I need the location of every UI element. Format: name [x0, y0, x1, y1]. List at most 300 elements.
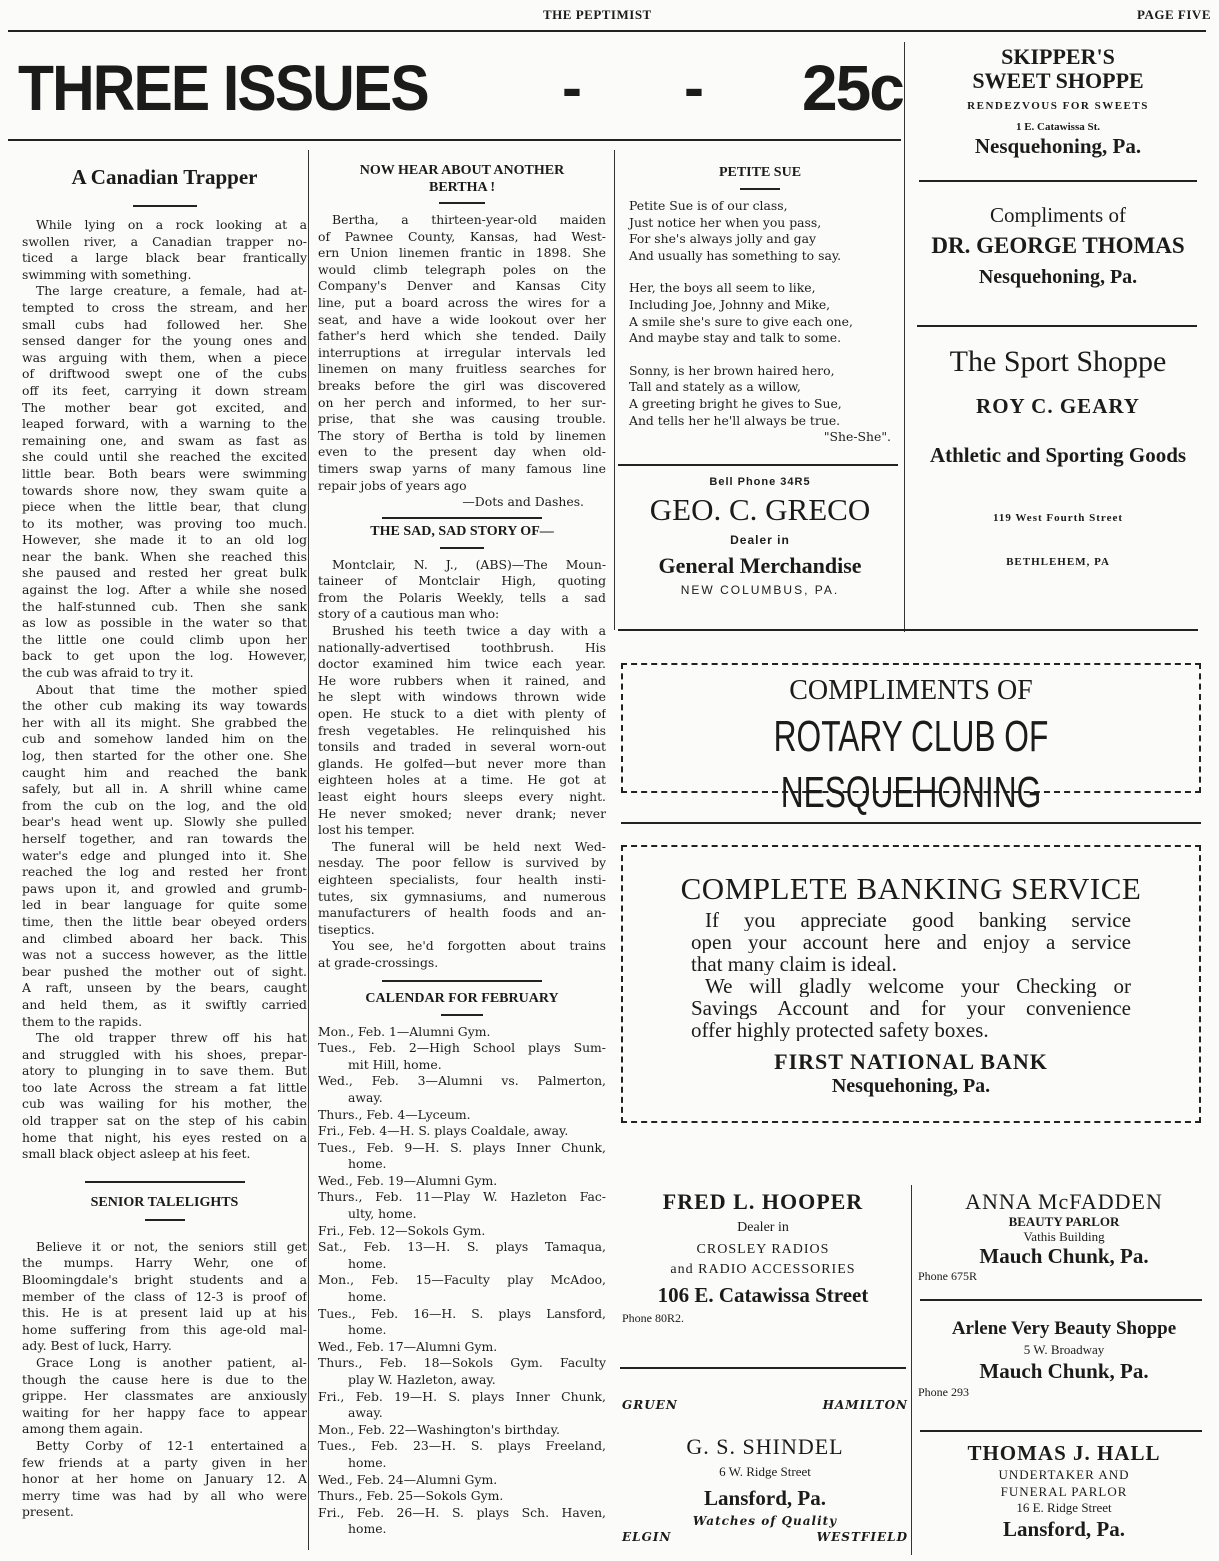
text-line: near the bank. When she reached this: [22, 548, 307, 564]
ad-address: 16 E. Ridge Street: [1016, 1500, 1112, 1515]
banner-dash: -: [562, 54, 582, 121]
text-line: offer highly protected safety boxes.: [691, 1019, 989, 1041]
ad-place: NEW COLUMBUS, PA.: [680, 583, 840, 597]
text-line: honor at her home on January 12. A: [22, 1471, 307, 1487]
ad-name: THOMAS J. HALL: [967, 1441, 1161, 1465]
text-line: old trapper sat on the step of his cabin: [22, 1113, 307, 1129]
text-line: Savings Account and for your convenience: [691, 997, 1131, 1019]
text-line: line, put a board across the wires for a: [318, 294, 606, 310]
text-line: towards shore now, they swam quite a: [22, 482, 307, 498]
ad-phone: Bell Phone 34R5: [709, 476, 811, 488]
text-line: He never smoked; never drank; never: [318, 805, 606, 821]
text-line: linemen on many fruitless searches for: [318, 361, 606, 377]
poem-line: A greeting bright he gives to Sue,: [629, 395, 842, 411]
poem-line: Her, the boys all seem to like,: [629, 280, 816, 296]
banner-price: 25c: [802, 52, 903, 124]
ad-arlene: [914, 1316, 1214, 1400]
ad-line: UNDERTAKER AND: [998, 1467, 1130, 1482]
title-separator: [133, 205, 197, 207]
text-line: Brushed his teeth twice a day with a: [332, 623, 606, 639]
calendar-line: home.: [348, 1255, 387, 1271]
section-separator: [382, 980, 542, 982]
ad-rule: [917, 325, 1197, 327]
text-line: tiseptics.: [318, 921, 375, 937]
ad-rule: [621, 822, 1201, 824]
ad-brand: GRUEN: [622, 1398, 678, 1412]
ad-hooper: [618, 1188, 908, 1326]
text-line: remaining one, and swam as fast as: [22, 432, 307, 448]
calendar-entry: [318, 1438, 606, 1471]
column-rule: [904, 42, 905, 632]
text-line: story of a cautious man who:: [318, 606, 500, 622]
ad-line: CROSLEY RADIOS: [696, 1242, 830, 1257]
calendar-entry: [318, 1505, 606, 1538]
text-line: bear pushed the mother out of sight.: [22, 963, 307, 979]
ad-name: The Sport Shoppe: [949, 345, 1167, 378]
title-line: BERTHA !: [428, 180, 496, 195]
ad-bank: [621, 845, 1201, 1123]
calendar-line: Tues., Feb. 9—H. S. plays Inner Chunk,: [318, 1139, 606, 1155]
text-line: sensed danger for the young ones and: [22, 333, 307, 349]
article-title: A Canadian Trapper: [71, 165, 258, 189]
text-line: piece when the little bear, that clung: [22, 499, 307, 515]
calendar-line: Wed., Feb. 19—Alumni Gym.: [318, 1172, 498, 1188]
text-line: Grace Long is another patient, al-: [36, 1355, 307, 1370]
ad-owner: ROY C. GEARY: [976, 394, 1140, 418]
text-line: little bear. Both bears were swimming: [22, 465, 307, 481]
calendar-line: away.: [348, 1089, 383, 1105]
text-line: swollen river, a Canadian trapper no-: [22, 233, 307, 249]
calendar-line: home.: [348, 1521, 387, 1537]
ad-town: Mauch Chunk, Pa.: [979, 1359, 1149, 1383]
ad-name: FIRST NATIONAL BANK: [774, 1049, 1048, 1074]
calendar-line: Tues., Feb. 16—H. S. plays Lansford,: [318, 1305, 606, 1321]
text-line: water's edge and plunged into it. She: [22, 847, 307, 863]
poem-line: And usually has something to say.: [629, 247, 842, 263]
ad-rule: [618, 629, 1198, 631]
calendar-line: Fri., Feb. 26—H. S. plays Sch. Haven,: [318, 1504, 606, 1520]
text-line: ticed a large black bear frantically: [22, 250, 307, 266]
ad-rule: [620, 1367, 906, 1369]
ad-rotary: [621, 663, 1201, 817]
calendar-entry: [318, 1272, 606, 1305]
text-line: The mother bear got excited, and: [22, 399, 307, 415]
poem-line: And tells her he'll always be true.: [629, 412, 841, 428]
text-line: least eight hours sleeps every night.: [318, 789, 606, 804]
text-line: nationally-advertised toothbrush. His: [318, 639, 606, 655]
column-rule: [911, 1185, 912, 1555]
ad-address: 119 West Fourth Street: [992, 512, 1124, 524]
article-title: [318, 162, 606, 196]
text-line: on her perch and informed, to her sur-: [318, 394, 606, 410]
text-line: merry time was had by all who were: [22, 1487, 307, 1503]
column-rule: [614, 150, 615, 630]
poem-line: Petite Sue is of our class,: [629, 198, 788, 213]
ad-mcfadden: [914, 1190, 1214, 1284]
calendar-line: Thurs., Feb. 18—Sokols Gym. Faculty: [318, 1355, 606, 1371]
text-line: among them again.: [22, 1421, 144, 1437]
calendar-line: Thurs., Feb. 4—Lyceum.: [318, 1106, 471, 1122]
text-line: that many claim is ideal.: [691, 953, 897, 975]
text-line: the other cub making its way towards: [22, 698, 307, 714]
ad-town: Nesquehoning, Pa.: [978, 266, 1138, 288]
text-line: eighteen holes at a time. He got at: [318, 772, 606, 788]
ad-name: FRED L. HOOPER: [662, 1189, 864, 1214]
calendar-line: mit Hill, home.: [348, 1056, 442, 1072]
text-line: time, then the little bear obeyed orders: [22, 913, 307, 929]
article-title: THE SAD, SAD STORY OF—: [370, 523, 554, 539]
ad-rule: [920, 1299, 1202, 1301]
text-line: to its mother, was proving too much.: [22, 515, 307, 531]
text-line: Montclair, N. J., (ABS)—The Moun-: [332, 556, 606, 572]
calendar-line: Wed., Feb. 3—Alumni vs. Palmerton,: [318, 1073, 606, 1089]
text-line: The funeral will be held next Wed-: [332, 838, 606, 854]
text-line: tempted to cross the stream, and her: [22, 299, 307, 315]
text-line: home suffering from this age-old mal-: [22, 1321, 307, 1337]
calendar-line: ulty, home.: [348, 1206, 417, 1222]
ad-town: BETHLEHEM, PA: [1006, 556, 1110, 568]
ad-phone: Phone 293: [918, 1385, 969, 1399]
ad-rule: [920, 1430, 1202, 1432]
text-line: at grade-crossings.: [318, 954, 439, 970]
text-line: back to get upon the log. However,: [22, 648, 307, 664]
ad-slogan: Watches of Quality: [692, 1514, 838, 1528]
ad-rule: [919, 180, 1197, 182]
article-body: [22, 1239, 307, 1521]
text-line: led in bear language for quite some: [22, 897, 307, 913]
article-body: [318, 557, 606, 972]
text-line: He wore rubbers when it rained, and: [318, 672, 606, 688]
text-line: the little one could climb upon her: [22, 631, 307, 647]
ad-address: 5 W. Broadway: [1023, 1342, 1105, 1357]
poem-title: PETITE SUE: [718, 165, 802, 180]
text-line: You see, he'd forgotten about trains: [332, 938, 606, 954]
text-line: atory to plunging in to save them. But: [22, 1063, 307, 1079]
article-body: [318, 212, 606, 494]
text-line: against the log. After a while she nosed: [22, 582, 307, 598]
ad-name: ROTARY CLUB OF NESQUEHONING: [773, 712, 1049, 817]
poem-petite-sue: [629, 164, 891, 446]
ad-address: 1 E. Catawissa St.: [1015, 121, 1101, 133]
text-line: ern Union linemen frantic in 1898. She: [318, 245, 606, 261]
ad-sport-shoppe: [908, 342, 1208, 570]
ad-greco: [618, 474, 902, 598]
ad-line: Compliments of: [990, 203, 1126, 227]
title-separator: [145, 1219, 185, 1221]
text-line: was not a success however, as the little: [22, 947, 307, 963]
poem-body: [629, 198, 891, 429]
text-line: small black object asleep at his feet.: [22, 1146, 251, 1162]
text-line: manufacturers of health foods and an-: [318, 905, 606, 921]
text-line: as low as possible in the water so that: [22, 615, 307, 631]
header-rule: [8, 30, 1206, 32]
text-line: safely, but all in. A shrill whine came: [22, 781, 307, 797]
text-line: small cubs had followed her. She: [22, 316, 307, 332]
text-line: he slept with windows thrown wide: [318, 689, 606, 705]
title-separator: [740, 188, 780, 190]
ad-rule: [618, 464, 898, 466]
poem-line: Tall and stately as a willow,: [629, 379, 801, 395]
ad-line: COMPLIMENTS OF: [789, 675, 1033, 706]
ad-name: ANNA McFADDEN: [965, 1189, 1163, 1214]
text-line: eighteen specialists, four health insti-: [318, 871, 606, 887]
calendar-line: Sat., Feb. 13—H. S. plays Tamaqua,: [318, 1239, 606, 1255]
text-line: from the Polaris Weekly, tells a sad: [318, 589, 606, 605]
text-line: waiting for her happy face to appear: [22, 1404, 307, 1420]
poem-line: For she's always jolly and gay: [629, 231, 816, 247]
text-line: the half-stunned cub. Then she sank: [22, 598, 307, 614]
text-line: of driftwood swept one of the cubs: [22, 366, 307, 382]
calendar-line: Tues., Feb. 23—H. S. plays Freeland,: [318, 1438, 606, 1454]
text-line: prise, that she was causing trouble.: [318, 411, 606, 427]
subscription-banner: [18, 48, 832, 128]
ad-address: 106 E. Catawissa Street: [657, 1283, 869, 1307]
text-line: her with all its might. She grabbed the: [22, 714, 307, 730]
article-canadian-trapper: [22, 163, 307, 1521]
title-separator: [440, 547, 484, 549]
text-line: this. He is at present laid up at his: [22, 1305, 307, 1321]
calendar-line: Tues., Feb. 2—High School plays Sum-: [318, 1040, 606, 1056]
text-line: herself together, and ran towards the: [22, 830, 307, 846]
calendar-entry: [318, 1306, 606, 1339]
text-line: interruptions at irregular intervals led: [318, 344, 606, 360]
calendar-line: home.: [348, 1322, 387, 1338]
text-line: leaped forward, with a warning to the: [22, 416, 307, 432]
section-separator: [382, 517, 542, 519]
text-line: father's herd which she tended. Daily: [318, 328, 606, 344]
text-line: The large creature, a female, had at-: [36, 283, 307, 299]
text-line: and struggled with his shoes, prepar-: [22, 1046, 307, 1062]
text-line: grippe. Her classmates are anxiously: [22, 1388, 307, 1404]
text-line: However, she made it to an old log: [22, 532, 307, 548]
ad-dealer: Dealer in: [730, 533, 790, 547]
calendar-line: Thurs., Feb. 11—Play W. Hazleton Fac-: [318, 1189, 606, 1205]
calendar-entry: [318, 1488, 606, 1505]
poem-stanza: [629, 363, 891, 429]
text-line: paws upon it, and growled and grumb-: [22, 880, 307, 896]
banner-dash: -: [684, 54, 704, 121]
text-line: log, then started for the other one. She: [22, 748, 307, 763]
text-line: open. He stuck to a diet with plenty of: [318, 706, 606, 722]
text-line: seat, and have a wide lookout over her: [318, 311, 606, 327]
ad-goods: General Merchandise: [658, 553, 862, 578]
ad-skippers: [908, 45, 1208, 157]
calendar-list: [318, 1024, 606, 1538]
calendar-line: Thurs., Feb. 25—Sokols Gym.: [318, 1488, 504, 1504]
text-line: them to the rapids.: [22, 1013, 143, 1029]
calendar-line: Wed., Feb. 17—Alumni Gym.: [318, 1338, 498, 1354]
ad-name: G. S. SHINDEL: [686, 1434, 844, 1459]
text-line: If you appreciate good banking service: [705, 909, 1131, 931]
text-line: she could until she reached the excited: [22, 449, 307, 465]
ad-tagline: RENDEZVOUS FOR SWEETS: [967, 100, 1149, 112]
ad-town: Nesquehoning, Pa.: [831, 1075, 991, 1097]
calendar-line: home.: [348, 1289, 387, 1305]
section-separator: [85, 1181, 245, 1183]
ad-name: SKIPPER'S: [1001, 44, 1115, 69]
text-line: Company's Denver and Kansas City: [318, 278, 606, 294]
calendar-entry: [318, 1140, 606, 1173]
text-line: swimming with something.: [22, 266, 192, 282]
ad-town: Lansford, Pa.: [1003, 1517, 1125, 1541]
text-line: Bertha, a thirteen-year-old maiden: [332, 212, 606, 227]
calendar-entry: [318, 1189, 606, 1222]
calendar-entry: [318, 1355, 606, 1388]
calendar-entry: [318, 1024, 606, 1041]
text-line: Betty Corby of 12-1 entertained a: [36, 1437, 307, 1453]
calendar-line: home.: [348, 1454, 387, 1470]
text-line: bear's head went up. Slowly she pulled: [22, 814, 307, 830]
text-line: A raft, unseen by the bears, caught: [22, 980, 307, 996]
article-title: CALENDAR FOR FEBRUARY: [365, 990, 559, 1006]
article-body: [22, 217, 307, 1163]
ad-town: Lansford, Pa.: [704, 1486, 826, 1510]
text-line: cub was wailing for his mother, the: [22, 1096, 307, 1112]
ad-dealer: Dealer in: [737, 1220, 789, 1235]
text-line: even to the present day when old-: [318, 444, 606, 460]
banner-text: THREE ISSUES: [18, 52, 428, 124]
text-line: nesday. The poor fellow is survived by: [318, 855, 606, 871]
calendar-line: Wed., Feb. 24—Alumni Gym.: [318, 1471, 498, 1487]
text-line: and climbed aboard her back. This: [22, 930, 307, 946]
text-line: glands. He golfed—but never more than: [318, 755, 606, 771]
text-line: The story of Bertha is told by linemen: [318, 427, 606, 443]
ad-brand: ELGIN: [622, 1530, 672, 1544]
calendar-line: Mon., Feb. 15—Faculty play McAdoo,: [318, 1272, 606, 1288]
text-line: ady. Best of luck, Harry.: [22, 1338, 172, 1354]
title-separator: [441, 1014, 483, 1016]
calendar-line: play W. Hazleton, away.: [348, 1372, 496, 1387]
text-line: she paused and rested her great bulk: [22, 565, 307, 581]
text-line: the cub was afraid to try it.: [22, 665, 194, 681]
ad-brand: HAMILTON: [822, 1398, 908, 1412]
calendar-entry: [318, 1040, 606, 1073]
text-line: repair jobs of years ago: [318, 477, 467, 493]
calendar-line: home.: [348, 1156, 387, 1172]
ad-address: 6 W. Ridge Street: [719, 1464, 811, 1479]
ad-line: BEAUTY PARLOR: [1008, 1214, 1120, 1229]
text-line: reached the log and rested her front: [22, 864, 307, 880]
calendar-entry: [318, 1339, 606, 1356]
ad-name: SWEET SHOPPE: [972, 68, 1144, 93]
title-separator: [439, 202, 485, 204]
text-line: caught him and reached the bank: [22, 764, 307, 780]
newspaper-title: THE PEPTIMIST: [543, 7, 652, 22]
text-line: fresh vegetables. He relinquished his: [318, 722, 606, 738]
calendar-line: Fri., Feb. 12—Sokols Gym.: [318, 1222, 486, 1238]
text-line: lost his temper.: [318, 822, 415, 838]
calendar-line: Mon., Feb. 1—Alumni Gym.: [318, 1023, 491, 1039]
ad-phone: Phone 80R2.: [622, 1311, 685, 1325]
calendar-entry: [318, 1239, 606, 1272]
ad-line: Vathis Building: [1023, 1229, 1105, 1244]
text-line: few friends at a party given in her: [22, 1454, 307, 1470]
text-line: home that night, his eyes rested on a: [22, 1129, 307, 1145]
poem-signature: "She-She".: [823, 429, 891, 445]
text-line: present.: [22, 1504, 74, 1520]
poem-line: Just notice her when you pass,: [629, 214, 822, 230]
calendar-line: Fri., Feb. 19—H. S. plays Inner Chunk,: [318, 1388, 606, 1404]
article-title: SENIOR TALELIGHTS: [90, 1194, 239, 1210]
text-line: doctor examined him twice each year.: [318, 656, 606, 672]
text-line: While lying on a rock looking at a: [36, 217, 307, 232]
text-line: member of the class of 12-3 is proof of: [22, 1288, 307, 1304]
text-line: timers swap yarns of many famous line: [318, 460, 606, 476]
text-line: About that time the mother spied: [36, 681, 307, 697]
poem-stanza: [629, 198, 891, 264]
calendar-entry: [318, 1223, 606, 1240]
ad-town: Mauch Chunk, Pa.: [979, 1244, 1149, 1268]
text-line: Bloomingdale's bright students and a: [22, 1272, 307, 1288]
ad-brand: WESTFIELD: [816, 1530, 908, 1544]
calendar-entry: [318, 1389, 606, 1422]
poem-line: Sonny, is her brown haired hero,: [629, 362, 835, 378]
text-line: would climb telegraph poles on the: [318, 261, 606, 277]
calendar-line: Mon., Feb. 22—Washington's birthday.: [318, 1421, 560, 1437]
text-line: tutes, six gymnasiums, and numerous: [318, 888, 606, 904]
text-line: breaks before the girl was discovered: [318, 377, 606, 393]
text-line: the mumps. Harry Wehr, one of: [22, 1255, 307, 1271]
poem-line: Including Joe, Johnny and Mike,: [629, 296, 831, 312]
calendar-entry: [318, 1073, 606, 1106]
ad-name: Arlene Very Beauty Shoppe: [951, 1318, 1177, 1339]
calendar-entry: [318, 1107, 606, 1124]
page-number: PAGE FIVE: [1137, 7, 1211, 22]
title-line: NOW HEAR ABOUT ANOTHER: [359, 163, 565, 178]
ad-dr-thomas: [908, 200, 1208, 292]
text-line: taineer of Montclair High, quoting: [318, 573, 606, 589]
ad-town: Nesquehoning, Pa.: [974, 134, 1142, 158]
ad-title: COMPLETE BANKING SERVICE: [680, 871, 1142, 906]
calendar-entry: [318, 1123, 606, 1140]
text-line: tonsils and traded in several worn-out: [318, 739, 606, 755]
text-line: too late Across the stream a fat little: [22, 1079, 307, 1095]
calendar-line: away.: [348, 1405, 383, 1421]
text-line: though the cause here is due to the: [22, 1371, 307, 1387]
text-line: from the cub on the log, and the old: [22, 797, 307, 813]
text-line: We will gladly welcome your Checking or: [705, 975, 1131, 997]
ad-body: [691, 909, 1131, 1041]
ad-shindel: [620, 1398, 910, 1558]
article-credit: —Dots and Dashes.: [462, 494, 584, 510]
calendar-line: Fri., Feb. 4—H. S. plays Coaldale, away.: [318, 1123, 569, 1139]
text-line: open your account here and enjoy a service: [691, 931, 1131, 953]
ad-line: and RADIO ACCESSORIES: [670, 1262, 856, 1277]
column-rule: [308, 150, 309, 1550]
column-two: [318, 162, 606, 1538]
ad-name: DR. GEORGE THOMAS: [931, 233, 1185, 258]
calendar-entry: [318, 1472, 606, 1489]
poem-stanza: [629, 280, 891, 346]
ad-name: GEO. C. GRECO: [649, 492, 871, 527]
text-line: off its feet, carrying it down stream: [22, 382, 307, 398]
poem-line: And maybe stay and talk to some.: [629, 330, 842, 346]
text-line: of Pawnee County, Kansas, had West-: [318, 228, 606, 244]
poem-line: A smile she's sure to give each one,: [629, 313, 853, 329]
text-line: The old trapper threw off his hat: [36, 1030, 307, 1046]
ad-phone: Phone 675R: [918, 1269, 978, 1283]
ad-hall: [914, 1440, 1214, 1542]
text-line: was arguing with them, when a piece: [22, 349, 307, 365]
text-line: cub and somehow landed him on the: [22, 731, 307, 747]
calendar-entry: [318, 1173, 606, 1190]
text-line: Believe it or not, the seniors still get: [36, 1238, 307, 1254]
ad-line: FUNERAL PARLOR: [1000, 1484, 1128, 1499]
ad-goods: Athletic and Sporting Goods: [929, 443, 1187, 467]
banner-rule: [8, 139, 901, 141]
text-line: and held them, as it swiftly carried: [22, 996, 307, 1012]
calendar-entry: [318, 1422, 606, 1439]
